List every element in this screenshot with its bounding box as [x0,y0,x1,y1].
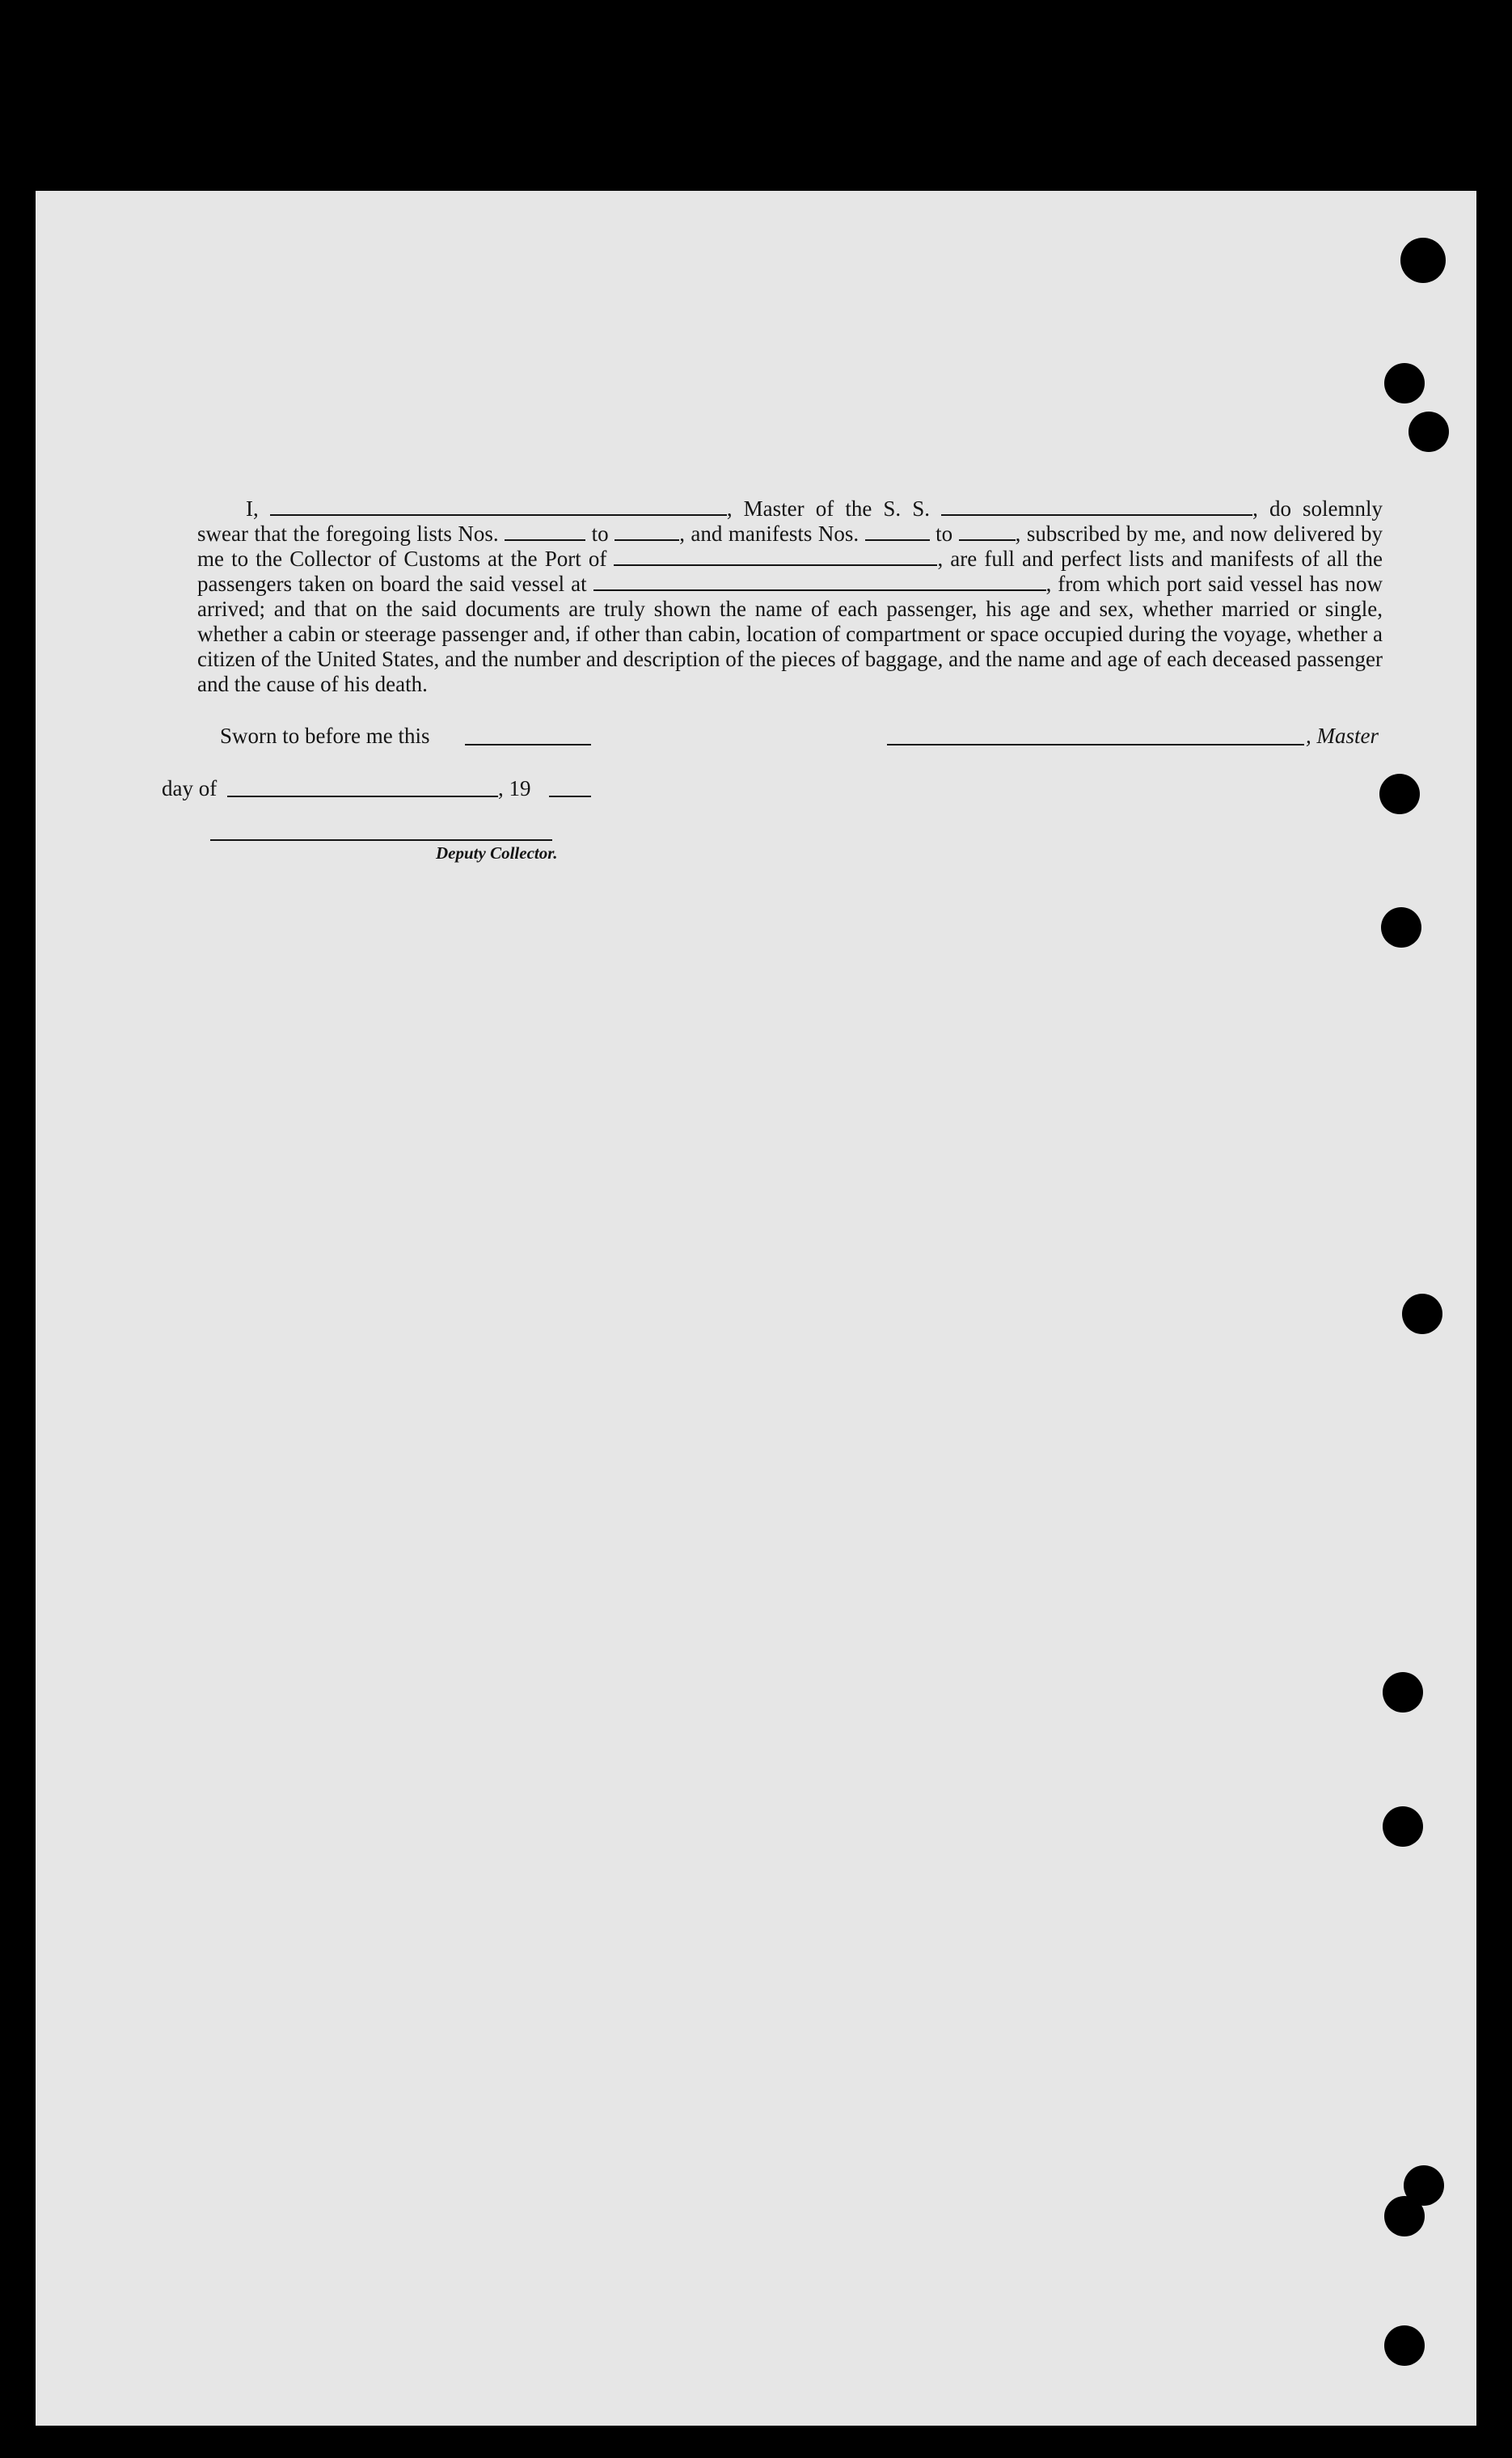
punch-hole [1383,1672,1423,1713]
punch-hole [1383,1806,1423,1847]
lists-from-blank[interactable] [505,539,585,541]
day-of-row [162,776,217,801]
master-label-text: , Master [1306,724,1379,748]
deputy-signature-line[interactable] [210,839,552,841]
punch-hole [1384,2325,1425,2366]
oath-text-3: , do solemnly swear that the foregoing lists Nos. [197,496,1383,546]
deputy-collector-label: Deputy Collector. [436,843,558,863]
day-of-label: day of [162,776,218,800]
oath-text-4: to [591,522,609,546]
master-name-blank[interactable] [270,514,727,516]
oath-paragraph [197,496,1383,697]
punch-hole [1384,363,1425,403]
lists-to-blank[interactable] [615,539,679,541]
oath-text-5: , and manifests Nos. [679,522,859,546]
punch-hole [1402,1294,1442,1334]
port-blank[interactable] [614,564,937,566]
oath-text-7: , subscribed by me, and now delivered by me to the Collector of Customs at the Port of [197,522,1383,571]
manifests-to-blank[interactable] [959,539,1016,541]
form-page [36,191,1476,2426]
punch-hole [1381,907,1421,948]
oath-text-9: , from which port said vessel has now arrived; and that on the said documents are truly shown the name of each passenger, his age and sex, whether married or single, whether a cabin or steerage passenger and, if other than cabin, location of compartment or space occupied during the voyage, whether a citizen of the United States, and the number and description of the pieces of baggage, and the name and age of each deceased passenger and the cause of his death. [197,572,1383,696]
ship-name-blank[interactable] [941,514,1252,516]
sworn-date-blank[interactable] [465,744,591,745]
oath-text-8: , are full and perfect lists and manifests of all the passengers taken on board the said vessel at [197,547,1383,596]
sworn-row [220,724,429,749]
year-blank[interactable] [549,796,591,797]
punch-hole [1384,2196,1425,2236]
month-blank[interactable] [227,796,498,797]
year-prefix [498,776,531,801]
master-signature-label [1306,724,1379,749]
oath-text-6: to [935,522,953,546]
oath-text-2: , Master of the S. S. [726,496,931,521]
punch-hole [1379,774,1420,814]
sworn-label: Sworn to before me this [220,724,430,748]
manifests-from-blank[interactable] [865,539,930,541]
year-label: , 19 [498,776,531,800]
oath-text-1: I, [246,496,259,521]
punch-hole [1409,412,1449,452]
master-signature-line[interactable] [887,744,1304,745]
departure-port-blank[interactable] [593,589,1046,591]
punch-hole [1400,238,1446,283]
